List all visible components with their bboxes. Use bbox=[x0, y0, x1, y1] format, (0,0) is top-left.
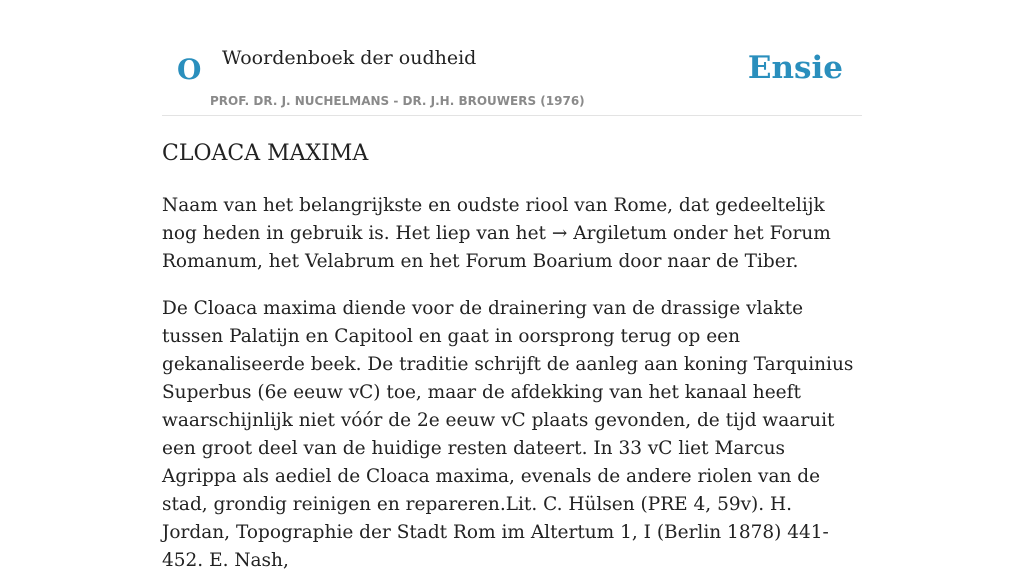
dictionary-header bbox=[162, 40, 862, 116]
entry-paragraph-2: De Cloaca maxima diende voor de drainering van de drassige vlakte tussen Palatijn en Capitool en gaat in oorsprong terug op een gekanaliseerde beek. De traditie schrijft de aanleg aan koning Tarquinius Superbus (6e eeuw vC) toe, maar de afdekking van het kanaal heeft waarschijnlijk niet vóór de 2e eeuw vC plaats gevonden, de tijd waaruit een groot deel van de huidige resten dateert. In 33 vC liet Marcus Agrippa als aediel de Cloaca maxima, evenals de andere riolen van de stad, grondig reinigen en repareren.Lit. C. Hülsen (PRE 4, 59v). H. Jordan, Topographie der Stadt Rom im Altertum 1, I (Berlin 1878) 441-452. E. Nash, bbox=[162, 298, 854, 571]
entry-paragraph-1: Naam van het belangrijkste en oudste riool van Rome, dat gedeeltelijk nog heden in gebruik is. Het liep van het → Argiletum onder het Forum Romanum, het Velabrum en het Forum Boarium door naar de Tiber. bbox=[162, 195, 831, 272]
entry-title: CLOACA MAXIMA bbox=[162, 141, 369, 166]
entry-content bbox=[162, 138, 862, 575]
ensie-logo[interactable]: Ensie bbox=[747, 50, 843, 86]
dictionary-title[interactable]: Woordenboek der oudheid bbox=[222, 47, 477, 69]
dictionary-authors: PROF. DR. J. NUCHELMANS - DR. J.H. BROUWERS (1976) bbox=[210, 94, 585, 108]
index-letter[interactable]: O bbox=[177, 53, 202, 86]
